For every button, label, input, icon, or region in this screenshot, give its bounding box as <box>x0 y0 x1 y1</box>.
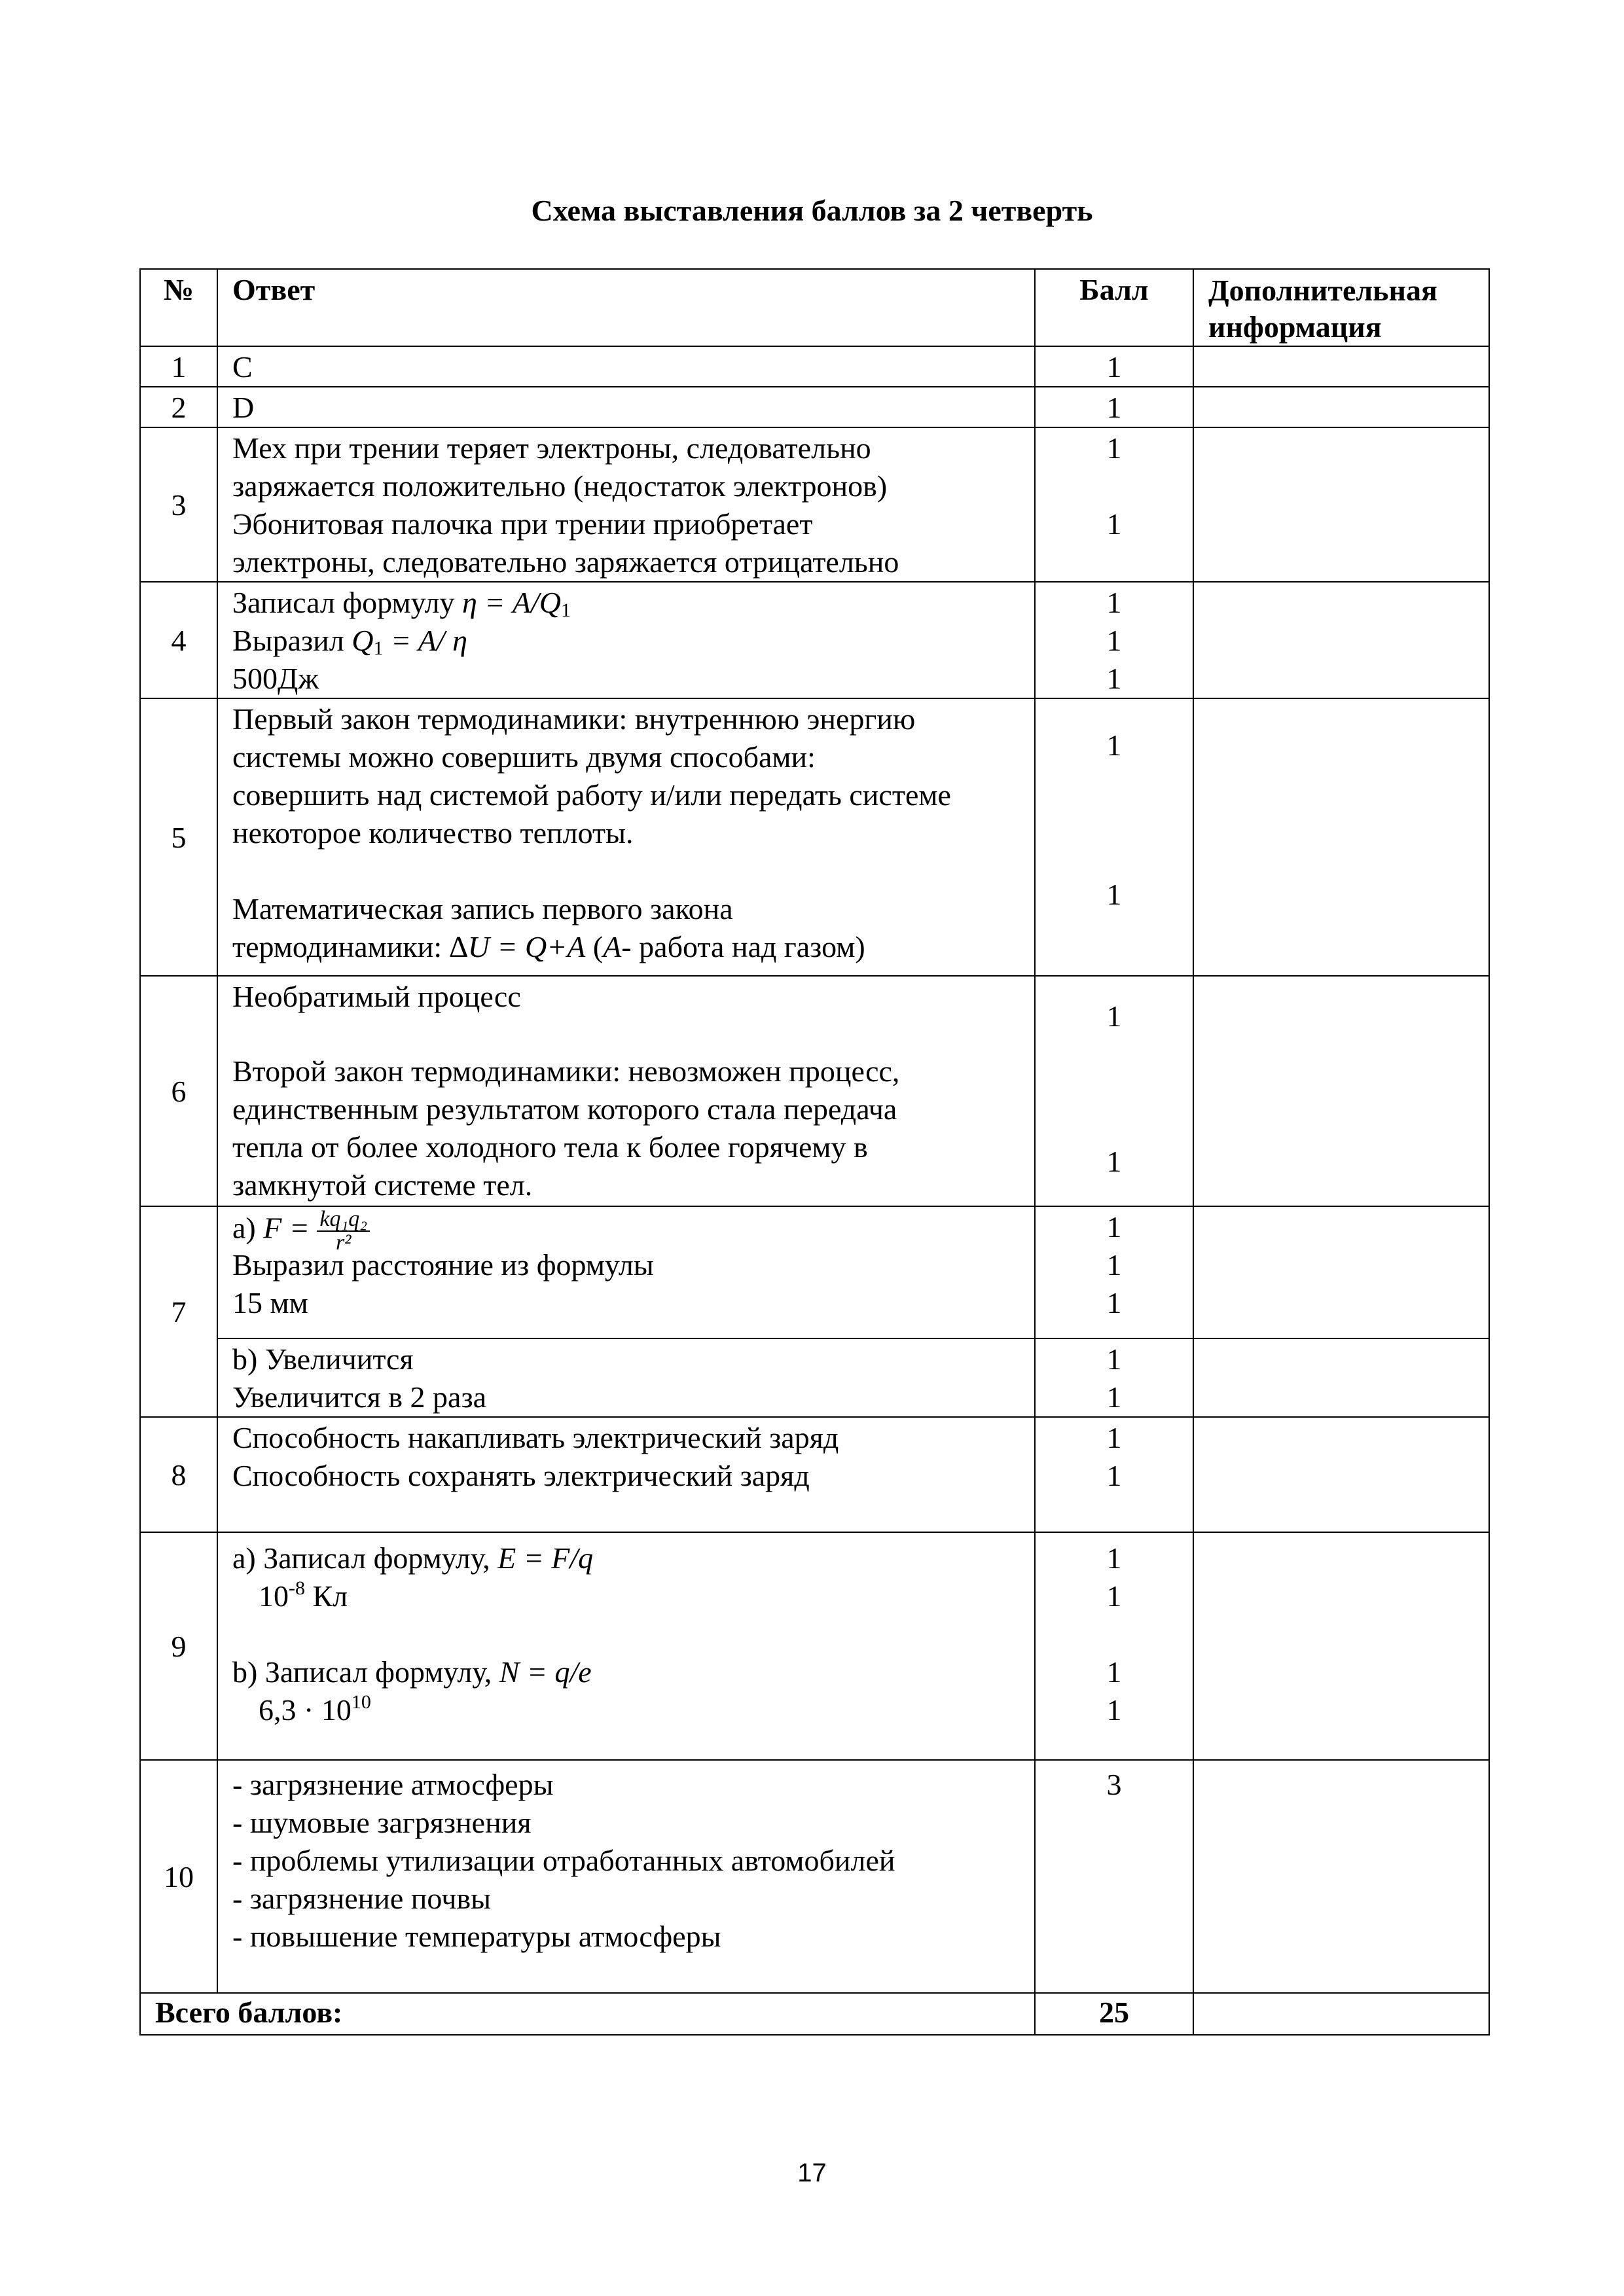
table-row <box>140 1417 1489 1532</box>
fraction-numerator: kq₁q₂ <box>317 1208 370 1232</box>
points-value: 1 <box>1106 1579 1122 1613</box>
formula-text: E = F/q <box>497 1541 594 1575</box>
answer-line: - загрязнение атмосферы <box>232 1768 554 1801</box>
exponent: -8 <box>289 1577 305 1599</box>
extra-cell <box>1193 698 1489 976</box>
extra-cell <box>1193 1417 1489 1532</box>
formula-text: = A/ <box>383 624 453 657</box>
extra-cell <box>1193 582 1489 698</box>
total-label: Всего баллов: <box>140 1993 1035 2035</box>
answer-line <box>232 1207 1026 1255</box>
table-row <box>140 1338 1489 1417</box>
extra-cell <box>1193 427 1489 582</box>
points-value: 1 <box>1106 1541 1122 1575</box>
answer-line: некоторое количество теплоты. <box>232 816 634 850</box>
answer-line <box>232 1539 1026 1577</box>
extra-cell <box>1193 387 1489 427</box>
answer-value: 10 <box>259 1579 289 1613</box>
extra-cell <box>1193 976 1489 1206</box>
points-value: 1 <box>1106 1655 1122 1689</box>
extra-cell <box>1193 1993 1489 2035</box>
answer-text: Выразил <box>232 624 352 657</box>
answer-text: - работа над газом) <box>621 930 865 963</box>
answer-line: Мех при трении теряет электроны, следовательно <box>232 431 871 465</box>
answer-line: заряжается положительно (недостаток электронов) <box>232 469 888 503</box>
formula-eta: η <box>452 624 467 657</box>
answer-line: - загрязнение почвы <box>232 1882 491 1915</box>
row-number: 3 <box>140 427 217 582</box>
formula-text: = A/Q <box>477 586 561 619</box>
answer-line: - шумовые загрязнения <box>232 1806 532 1839</box>
table-header-row <box>140 269 1489 346</box>
points-value: 1 <box>1106 350 1122 384</box>
answer-line: Необратимый процесс <box>232 980 521 1013</box>
header-num: № <box>140 269 217 346</box>
scoring-table <box>139 268 1490 2036</box>
answer-line: - проблемы утилизации отработанных автомобилей <box>232 1844 895 1877</box>
extra-cell <box>1193 1760 1489 1993</box>
answer-line: Второй закон термодинамики: невозможен процесс, <box>232 1054 900 1088</box>
answer-line: Увеличится в 2 раза <box>232 1380 487 1414</box>
row-number: 4 <box>140 582 217 698</box>
extra-cell <box>1193 346 1489 387</box>
total-value: 25 <box>1035 1993 1193 2035</box>
formula-eta: η <box>462 586 477 619</box>
row-number: 10 <box>140 1760 217 1993</box>
row-number: 5 <box>140 698 217 976</box>
row-number: 8 <box>140 1417 217 1532</box>
points-value: 1 <box>1106 1421 1122 1454</box>
answer-line: Выразил расстояние из формулы <box>232 1248 654 1282</box>
extra-cell <box>1193 1338 1489 1417</box>
answer-line <box>232 1691 1026 1729</box>
formula-text: ∆U = Q+A <box>449 930 586 963</box>
answer-line <box>232 584 1026 622</box>
answer-line <box>232 1653 1026 1691</box>
page-title: Схема выставления баллов за 2 четверть <box>531 194 1093 227</box>
row-number: 9 <box>140 1532 217 1760</box>
answer-line: совершить над системой работу и/или передать системе <box>232 778 951 812</box>
row-number: 1 <box>140 346 217 387</box>
answer-line: замкнутой системе тел. <box>232 1168 533 1202</box>
answer-line: Первый закон термодинамики: внутреннюю энергию <box>232 702 916 736</box>
row-number: 6 <box>140 976 217 1206</box>
table-row <box>140 1206 1489 1338</box>
points-value: 1 <box>1106 1693 1122 1727</box>
answer-line: 15 мм <box>232 1286 308 1319</box>
row-number: 2 <box>140 387 217 427</box>
points-value: 1 <box>1106 662 1122 695</box>
answer-line <box>232 1577 1026 1615</box>
points-value: 1 <box>1106 1248 1122 1282</box>
answer-text: a) Записал формулу, <box>232 1541 498 1575</box>
points-value: 1 <box>1106 1459 1122 1492</box>
answer-unit: Кл <box>305 1579 348 1613</box>
page-number: 17 <box>797 2159 827 2187</box>
points-value: 1 <box>1106 1145 1122 1178</box>
formula-text: N = q/e <box>499 1655 592 1689</box>
answer-line: Математическая запись первого закона <box>232 892 733 925</box>
answer-value: 6,3 · 10 <box>259 1693 352 1727</box>
answer-line: электроны, следовательно заряжается отрицательно <box>232 545 899 579</box>
points-value: 1 <box>1106 878 1122 911</box>
table-row <box>140 346 1489 387</box>
answer-line: Способность накапливать электрический заряд <box>232 1421 839 1454</box>
points-value: 1 <box>1106 391 1122 424</box>
formula-text: F = <box>263 1211 310 1245</box>
points-value: 1 <box>1106 1286 1122 1319</box>
row-number: 7 <box>140 1206 217 1417</box>
points-value: 1 <box>1106 1210 1122 1244</box>
answer-line <box>232 622 1026 660</box>
points-value: 1 <box>1106 507 1122 541</box>
answer-line: тепла от более холодного тела к более горячему в <box>232 1130 868 1164</box>
answer-text: ( <box>585 930 604 963</box>
points-value: 1 <box>1106 999 1122 1033</box>
points-value: 1 <box>1106 586 1122 619</box>
points-value: 1 <box>1106 431 1122 465</box>
table-row <box>140 976 1489 1206</box>
header-extra: Дополнительная информация <box>1193 269 1489 346</box>
points-value: 1 <box>1106 1342 1122 1376</box>
formula-q: Q <box>352 624 374 657</box>
answer-line: системы можно совершить двумя способами: <box>232 740 816 774</box>
formula-subscript: 1 <box>560 600 571 621</box>
fraction-denominator: r² <box>336 1230 352 1255</box>
table-row <box>140 1532 1489 1760</box>
answer-text: C <box>232 350 253 384</box>
answer-text: a) <box>232 1211 264 1245</box>
answer-line: 500Дж <box>232 662 319 695</box>
answer-text: D <box>232 391 255 424</box>
header-answer: Ответ <box>217 269 1035 346</box>
answer-text: термодинамики: <box>232 930 450 963</box>
table-row <box>140 1760 1489 1993</box>
table-row <box>140 387 1489 427</box>
table-row <box>140 582 1489 698</box>
extra-cell <box>1193 1206 1489 1338</box>
exponent: 10 <box>351 1691 371 1713</box>
answer-line: b) Увеличится <box>232 1342 414 1376</box>
header-points: Балл <box>1035 269 1193 346</box>
answer-line: единственным результатом которого стала передача <box>232 1092 897 1126</box>
answer-text: b) Записал формулу, <box>232 1655 499 1689</box>
extra-cell <box>1193 1532 1489 1760</box>
points-value: 1 <box>1106 624 1122 657</box>
answer-line: Эбонитовая палочка при трении приобретает <box>232 507 813 541</box>
formula-subscript: 1 <box>373 637 384 659</box>
answer-line: Способность сохранять электрический заряд <box>232 1459 810 1492</box>
answer-line: - повышение температуры атмосферы <box>232 1920 721 1953</box>
formula-a: A <box>603 930 622 963</box>
total-row <box>140 1993 1489 2035</box>
table-row <box>140 427 1489 582</box>
points-value: 1 <box>1106 728 1122 762</box>
table-row <box>140 698 1489 976</box>
answer-text: Записал формулу <box>232 586 462 619</box>
answer-line <box>232 928 1026 966</box>
points-value: 3 <box>1106 1768 1122 1801</box>
points-value: 1 <box>1106 1380 1122 1414</box>
